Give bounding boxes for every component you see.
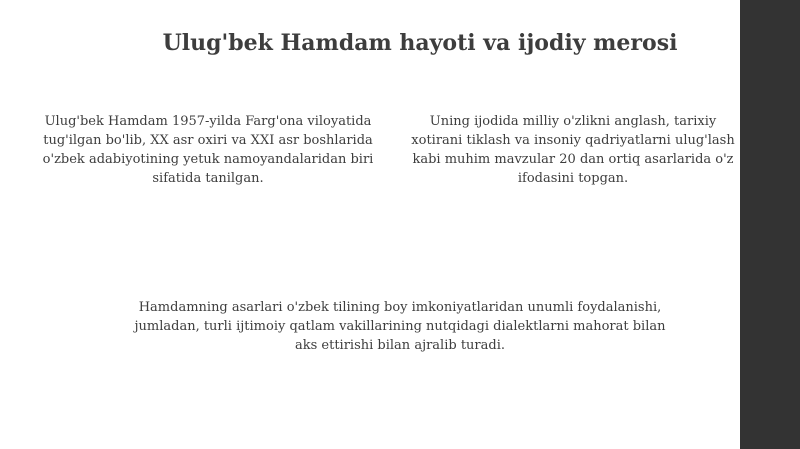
paragraph-left: Ulug'bek Hamdam 1957-yilda Farg'ona viloyatida tug'ilgan bo'lib, XX asr oxiri va XXI asr boshlarida o'zbek adabiyotining yetuk namoyandalaridan biri sifatida tanilgan. — [42, 114, 374, 186]
slide-title: Ulug'bek Hamdam hayoti va ijodiy merosi — [162, 30, 678, 56]
side-bar — [740, 0, 800, 449]
paragraph-right: Uning ijodida milliy o'zlikni anglash, tarixiy xotirani tiklash va insoniy qadriyatlarni ulug'lash kabi muhim mavzular 20 dan ortiq asarlarida o'z ifodasini topgan. — [411, 114, 735, 186]
paragraph-bottom: Hamdamning asarlari o'zbek tilining boy imkoniyatlaridan unumli foydalanishi, jumladan, turli ijtimoiy qatlam vakillarining nutqidagi dialektlarni mahorat bilan aks ettirishi bilan ajralib turadi. — [134, 300, 666, 353]
